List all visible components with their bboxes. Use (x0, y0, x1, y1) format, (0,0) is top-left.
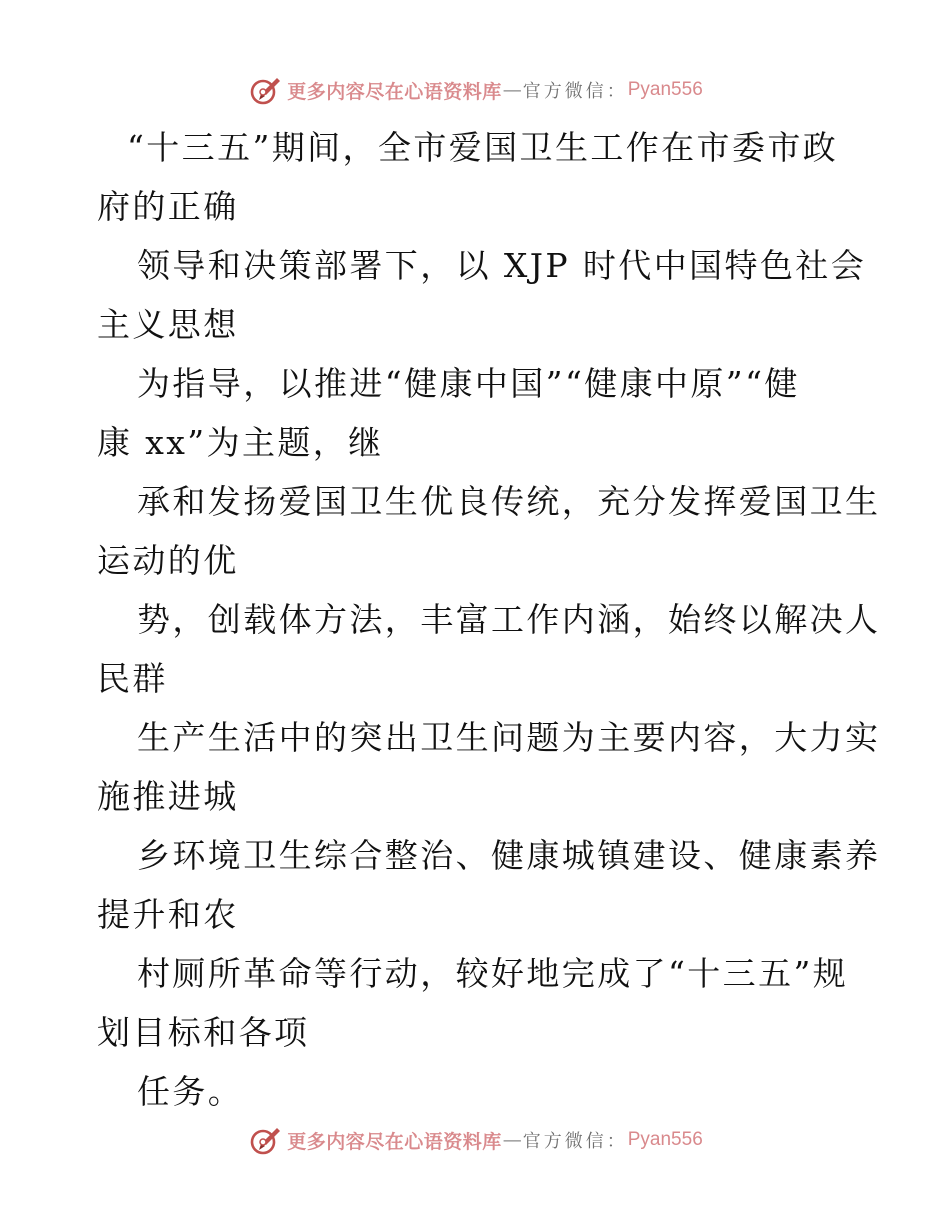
paragraph-line: “十三五”期间，全市爱国卫生工作在市委市政 (127, 128, 839, 167)
banner-wechat-id: Pyan556 (627, 1129, 703, 1150)
footer-banner (0, 1120, 950, 1160)
paragraph-line: 为指导，以推进“健康中国”“健康中原”“健 (137, 364, 800, 403)
paragraph-line: 村厕所革命等行动，较好地完成了“十三五”规 (137, 954, 849, 993)
paragraph-line: 提升和农 (97, 895, 239, 934)
paragraph-line: 领导和决策部署下，以 XJP 时代中国特色社会 (137, 246, 867, 285)
paragraph-line: 民群 (97, 659, 168, 698)
paragraph-line: 乡环境卫生综合整治、健康城镇建设、健康素养 (137, 836, 881, 875)
paragraph-line: 康 xx”为主题，继 (97, 423, 384, 462)
document-body (97, 118, 881, 1121)
paragraph-line: 府的正确 (97, 187, 239, 226)
header-banner (0, 70, 950, 110)
banner-main-text: 更多内容尽在心语资料库 (287, 80, 502, 103)
banner-official-label: 官方微信： (522, 81, 628, 102)
pen-nib-logo-icon (247, 72, 283, 108)
paragraph-line: 势，创载体方法，丰富工作内涵，始终以解决人 (137, 600, 881, 639)
banner-main-text: 更多内容尽在心语资料库 (287, 1130, 502, 1153)
banner-wechat-id: Pyan556 (627, 79, 703, 100)
paragraph-line: 任务。 (137, 1072, 244, 1111)
pen-nib-logo-icon (247, 1122, 283, 1158)
paragraph-line: 施推进城 (97, 777, 239, 816)
banner-official-label: 官方微信： (522, 1131, 628, 1152)
banner-dash: — (502, 1129, 522, 1151)
paragraph-line: 划目标和各项 (97, 1013, 310, 1052)
paragraph-line: 生产生活中的突出卫生问题为主要内容，大力实 (137, 718, 881, 757)
paragraph-line: 承和发扬爱国卫生优良传统，充分发挥爱国卫生 (137, 482, 881, 521)
banner-dash: — (502, 79, 522, 101)
paragraph-line: 运动的优 (97, 541, 239, 580)
paragraph-line: 主义思想 (97, 305, 239, 344)
